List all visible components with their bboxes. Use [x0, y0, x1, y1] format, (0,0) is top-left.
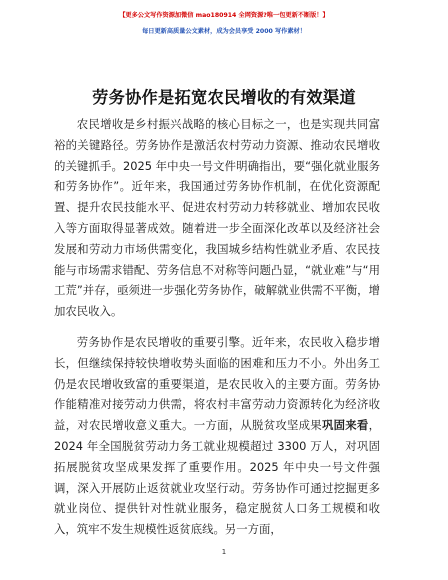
paragraph-2-text-a: 劳务协作是农民增收的重要引擎。近年来，农民收入稳步增长，但继续保持较快增收势头面临的困难和压力不小。外出务工仍是农民增收致富的重要渠道，是农民收入的主要方面。劳务协作能精准对接劳动力供需，将农村丰富劳动力资源转化为经济收益，对农民增收意义重大。一方面，从脱贫攻坚成果	[54, 334, 380, 433]
paragraph-1: 农民增收是乡村振兴战略的核心目标之一，也是实现共同富裕的关键路径。劳务协作是激活农村劳动力资源、推动农民增收的关键抓手。2025 年中央一号文件明确指出，要“强化就业服务和劳务协作”。近年来，我国通过劳务协作机制，在优化资源配置、提升农民技能水平、促进农村劳动力转移就业、增加农民收入等方面取得显著成效。随着进一步全面深化改革以及经济社会发展和劳动力市场供需变化，我国城乡结构性就业矛盾、农民技能与市场需求错配、劳务信息不对称等问题凸显，“就业难”与“用工荒”并存，亟须进一步强化劳务协作，破解就业供需不平衡，增加农民收入。	[54, 117, 380, 319]
page-number: 1	[221, 548, 227, 556]
document-body	[54, 114, 380, 540]
document-title: 劳务协作是拓宽农民增收的有效渠道	[92, 88, 356, 107]
paragraph-2-bold-phrase: 巩固来看	[321, 418, 369, 433]
promo-banner	[0, 10, 448, 38]
paragraph-2-text-b: ，2024 年全国脱贫劳动力务工就业规模超过 3300 万人，对巩固拓展脱贫攻坚成果发挥了重要作用。2025 年中央一号文件强调，深入开展防止返贫就业攻坚行动。劳务协作可通过挖掘更多就业岗位、提供针对性就业服务，稳定脱贫人口务工规模和收入，筑牢不发生规模性返贫底线。另一方面，	[54, 418, 380, 537]
paragraph-2	[54, 332, 380, 540]
promo-banner-line1: 【更多公文写作资源加微信 mao180914 全网资源?唯一包更新不断版！】	[119, 12, 329, 19]
promo-banner-line2: 每日更新高质量公文素材，成为会员享受 2000 写作素材！	[142, 28, 306, 35]
